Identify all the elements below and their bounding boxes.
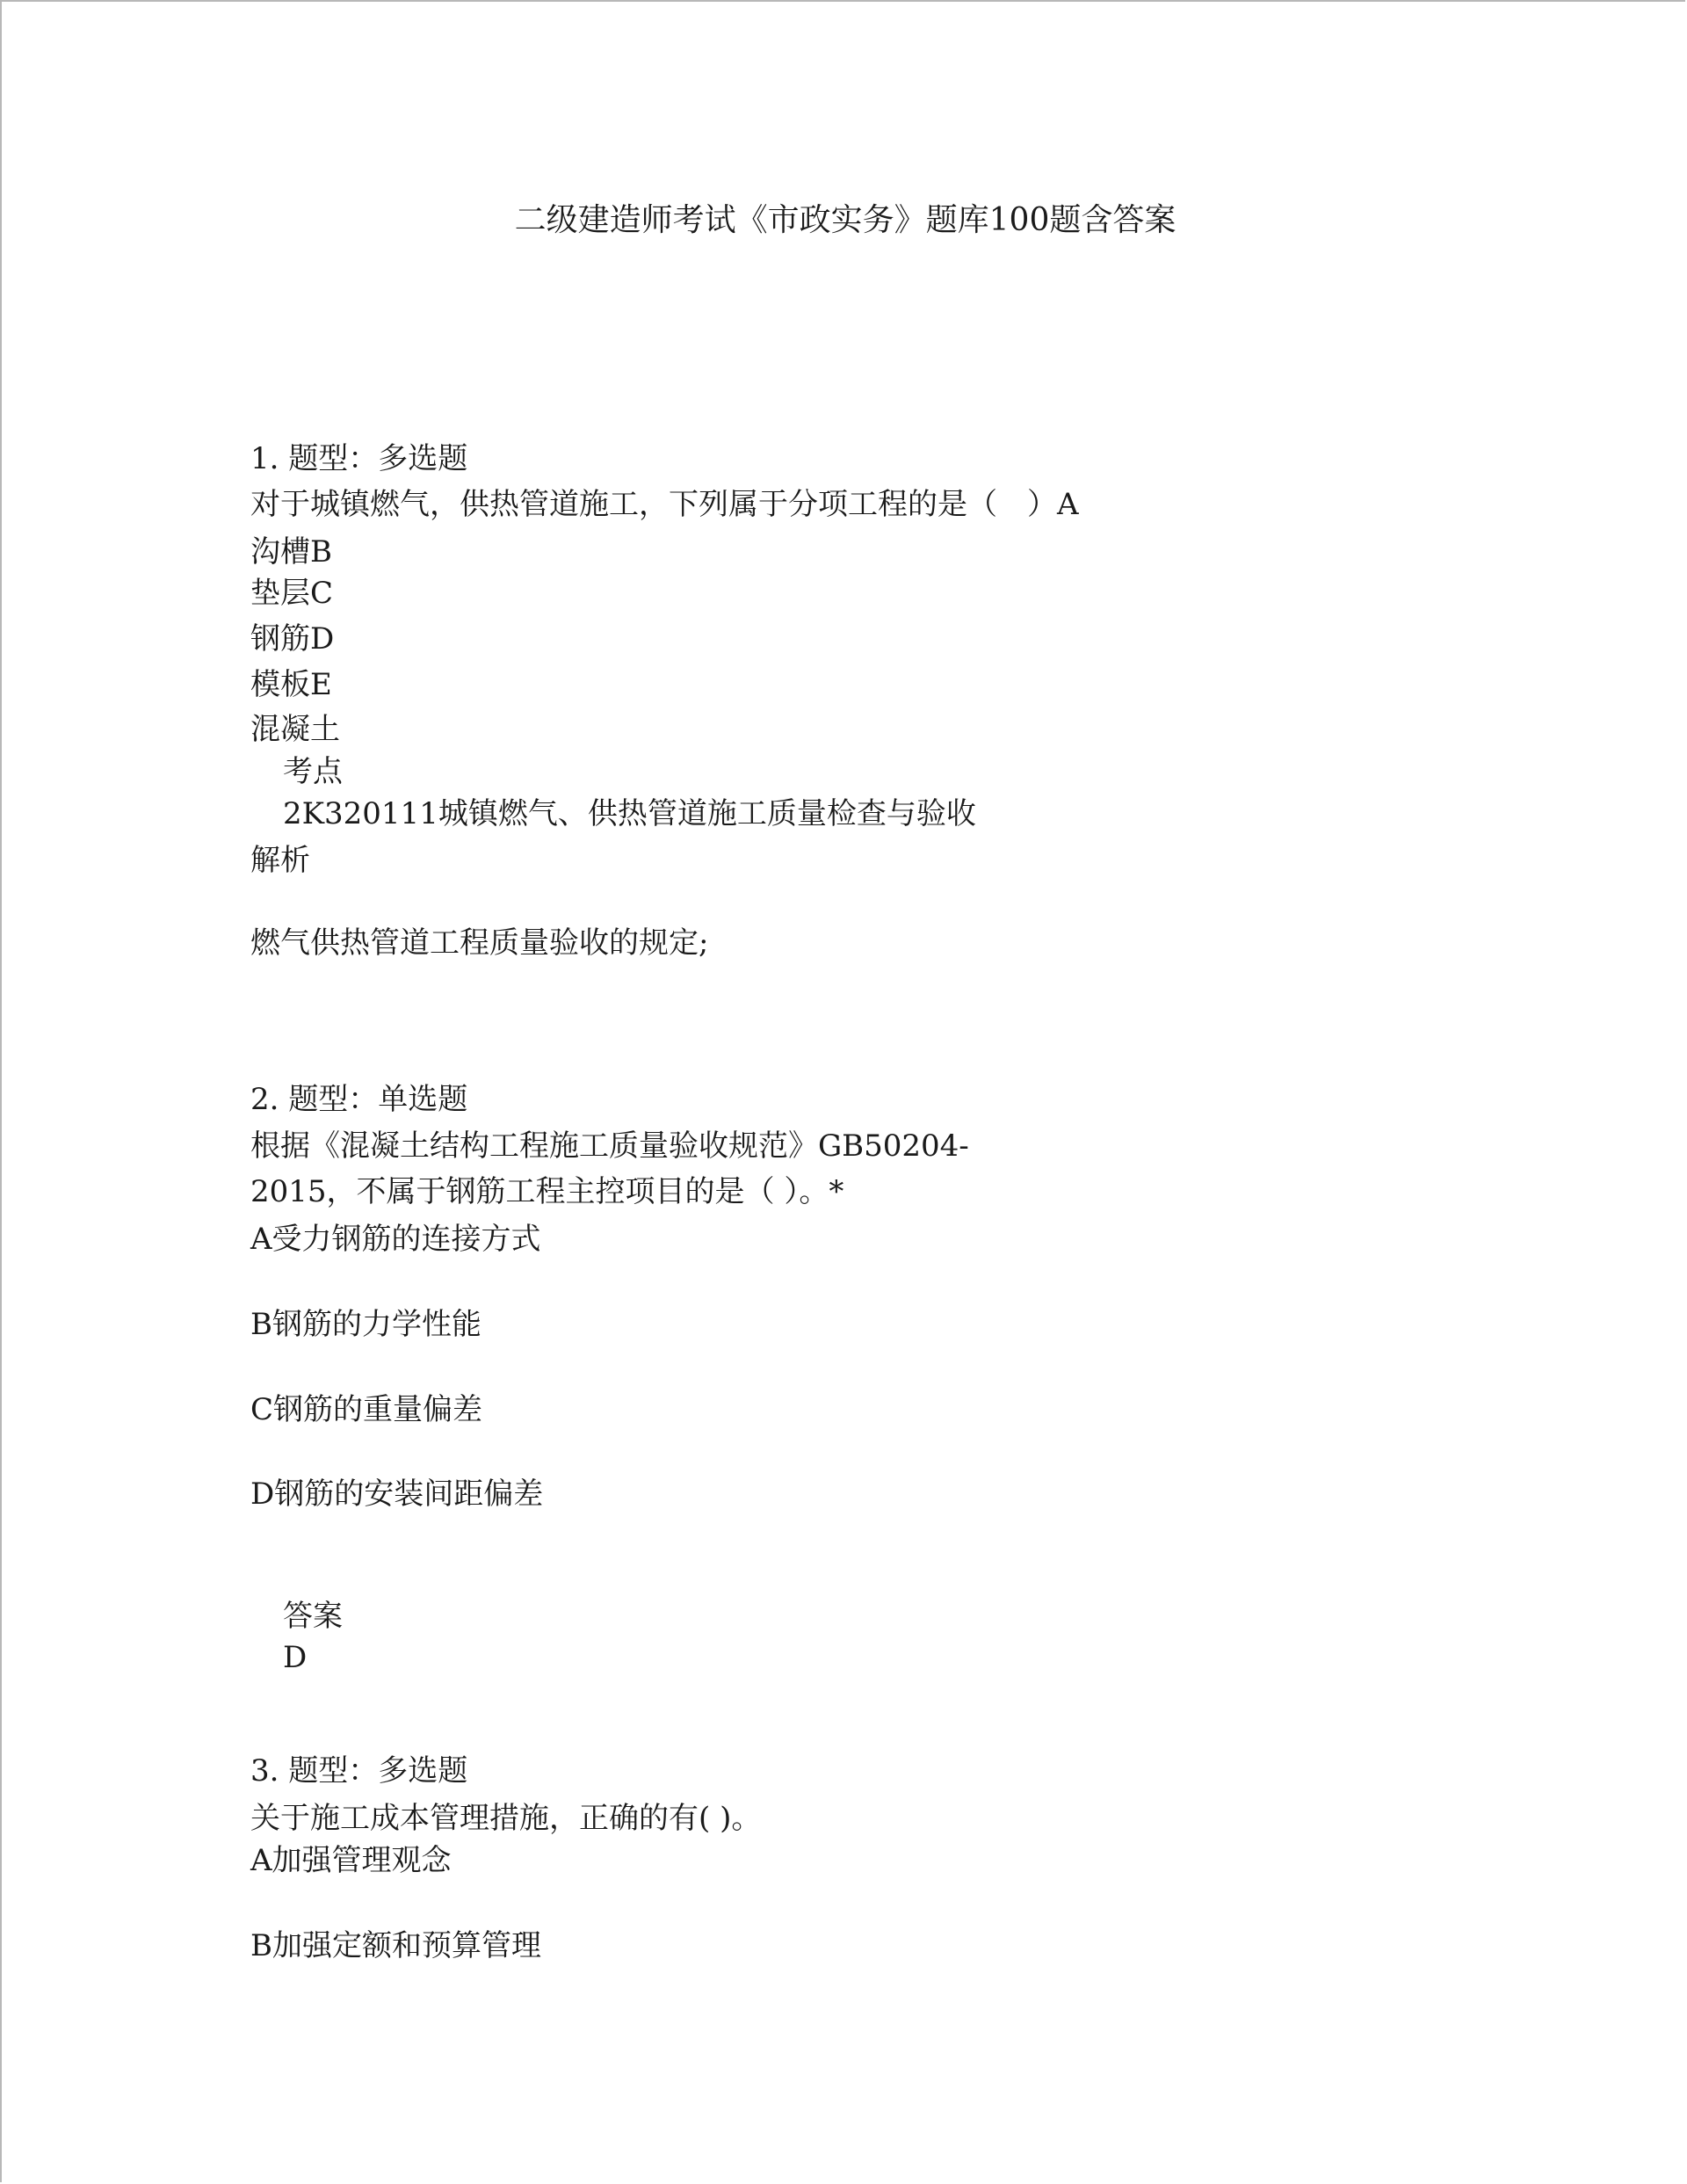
- q2-stem-line1: 根据《混凝土结构工程施工质量验收规范》GB50204-: [250, 1128, 969, 1164]
- q2-option: D钢筋的安装间距偏差: [250, 1477, 544, 1512]
- document-title: 二级建造师考试《市政实务》题库100题含答案: [514, 202, 1177, 238]
- q1-option: 沟槽B: [250, 534, 332, 570]
- q1-option: 模板E: [250, 667, 332, 702]
- q2-option: A受力钢筋的连接方式: [250, 1222, 541, 1257]
- q1-jiexi-text: 燃气供热管道工程质量验收的规定;: [250, 925, 709, 961]
- q1-stem: 对于城镇燃气，供热管道施工，下列属于分项工程的是（ ）A: [250, 487, 1079, 522]
- q1-kaodian-label: 考点: [283, 754, 343, 789]
- q1-kaodian-text: 2K320111城镇燃气、供热管道施工质量检查与验收: [283, 796, 976, 831]
- q1-type-line: 1. 题型：多选题: [250, 441, 468, 476]
- q2-option: C钢筋的重量偏差: [250, 1392, 483, 1427]
- q3-option: B加强定额和预算管理: [250, 1928, 541, 1963]
- q1-option: 钢筋D: [250, 621, 335, 657]
- q2-option: B钢筋的力学性能: [250, 1307, 481, 1342]
- q1-option: 混凝土: [250, 712, 340, 747]
- q2-answer: D: [283, 1640, 308, 1675]
- q2-type-line: 2. 题型：单选题: [250, 1082, 468, 1117]
- q1-option: 垫层C: [250, 576, 334, 611]
- q2-answer-label: 答案: [283, 1599, 343, 1634]
- q3-stem: 关于施工成本管理措施，正确的有( )。: [250, 1801, 762, 1836]
- q2-stem-line2: 2015，不属于钢筋工程主控项目的是（ ）。*: [250, 1174, 844, 1209]
- q3-type-line: 3. 题型：多选题: [250, 1753, 468, 1789]
- q1-jiexi-label: 解析: [250, 843, 310, 878]
- q3-option: A加强管理观念: [250, 1843, 452, 1878]
